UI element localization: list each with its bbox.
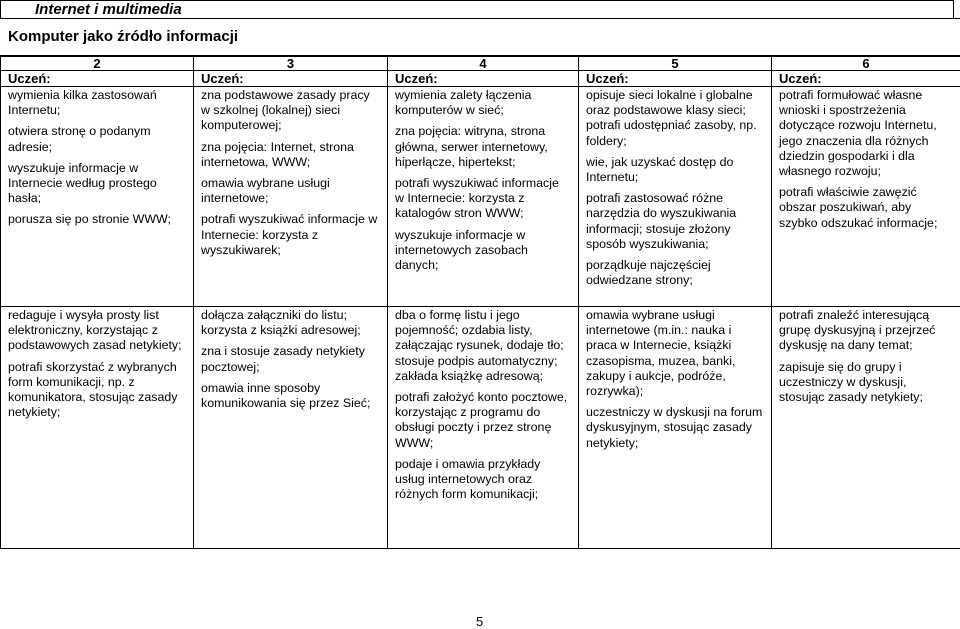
page-number: 5 <box>476 614 484 629</box>
list-item: wyszukuje informacje w internetowych zasobach danych; <box>395 227 528 273</box>
column-header: Uczeń: <box>772 71 960 87</box>
list-item: dołącza załączniki do listu; korzysta z książki adresowej; <box>201 308 361 338</box>
column-number: 6 <box>772 57 960 71</box>
table-cell <box>388 307 579 549</box>
list-item: zna pojęcia: witryna, strona główna, serwer internetowy, hiperłącze, hipertekst; <box>395 124 548 169</box>
table-cell <box>579 307 772 549</box>
table-cell <box>772 87 960 307</box>
list-item: potrafi założyć konto pocztowe, korzystając z programu do obsługi poczty i przez stronę WWW; <box>395 390 568 450</box>
list-item: porusza się po stronie WWW; <box>8 212 171 227</box>
list-item: potrafi właściwie zawęzić obszar poszukiwań, aby szybko odszukać informacje; <box>779 185 938 230</box>
list-item: omawia wybrane usługi internetowe (m.in.: nauka i praca w Internecie, książki czasopisma, muzea, banki, zakupy i aukcje, podróże, rozrywka); <box>586 308 736 399</box>
list-item: opisuje sieci lokalne i globalne oraz podstawowe klasy sieci; potrafi udostępniać zasoby, np. foldery; <box>586 88 757 148</box>
column-number-row <box>1 57 960 71</box>
column-number: 3 <box>194 57 388 71</box>
list-item: potrafi skorzystać z wybranych form komunikacji, np. z komunikatora, stosując zasady netykiety; <box>8 359 178 420</box>
list-item: redaguje i wysyła prosty list elektroniczny, korzystając z podstawowych zasad netykiety; <box>8 308 182 353</box>
column-header: Uczeń: <box>1 71 194 87</box>
list-item: potrafi zastosować różne narzędzia do wyszukiwania informacji; stosuje złożony sposób wyszukiwania; <box>586 191 737 251</box>
list-item: wymienia zalety łączenia komputerów w sieć; <box>395 88 532 118</box>
list-item: potrafi znaleźć interesującą grupę dyskusyjną i przejrzeć dyskusję na dany temat; <box>779 308 936 353</box>
list-item: potrafi formułować własne wnioski i spostrzeżenia dotyczące rozwoju Internetu, jego znaczenia dla różnych dziedzin gospodarki i dla własnego rozwoju; <box>779 88 937 179</box>
table-cell <box>388 87 579 307</box>
list-item: wyszukuje informacje w Internecie według prostego hasła; <box>8 160 157 206</box>
requirements-table <box>0 56 960 549</box>
header-row <box>1 71 960 87</box>
table-row <box>1 307 960 549</box>
list-item: potrafi wyszukiwać informacje w Internecie: korzysta z wyszukiwarek; <box>201 212 378 257</box>
list-item: zna pojęcia: Internet, strona internetowa, WWW; <box>201 139 354 169</box>
list-item: wymienia kilka zastosowań Internetu; <box>8 88 157 118</box>
column-header: Uczeń: <box>388 71 579 87</box>
column-number: 2 <box>1 57 194 71</box>
table-cell <box>579 87 772 307</box>
list-item: dba o formę listu i jego pojemność; ozdabia listy, załączając rysunek, dodaje tło; stosuje podpis automatyczny; zakłada książkę adresową; <box>395 308 564 383</box>
list-item: omawia wybrane usługi internetowe; <box>201 176 330 206</box>
column-number: 5 <box>579 57 772 71</box>
table-cell <box>1 307 194 549</box>
list-item: zna podstawowe zasady pracy w szkolnej (lokalnej) sieci komputerowej; <box>201 88 370 133</box>
list-item: zna i stosuje zasady netykiety pocztowej; <box>201 344 365 374</box>
subsection-title: Komputer jako źródło informacji <box>0 18 960 56</box>
table-cell <box>1 87 194 307</box>
list-item: uczestniczy w dyskusji na forum dyskusyjnym, stosując zasady netykiety; <box>586 405 763 450</box>
list-item: otwiera stronę o podanym adresie; <box>8 124 151 154</box>
table-cell <box>772 307 960 549</box>
list-item: wie, jak uzyskać dostęp do Internetu; <box>586 154 734 185</box>
list-item: zapisuje się do grupy i uczestniczy w dyskusji, stosując zasady netykiety; <box>779 359 923 405</box>
list-item: omawia inne sposoby komunikowania się przez Sieć; <box>201 380 371 411</box>
column-header: Uczeń: <box>579 71 772 87</box>
column-header: Uczeń: <box>194 71 388 87</box>
table-row <box>1 87 960 307</box>
table-cell <box>194 87 388 307</box>
section-title: Internet i multimedia <box>0 0 954 18</box>
column-number: 4 <box>388 57 579 71</box>
list-item: potrafi wyszukiwać informacje w Internecie: korzysta z katalogów stron WWW; <box>395 176 559 221</box>
list-item: porządkuje najczęściej odwiedzane strony; <box>586 258 711 288</box>
table-cell <box>194 307 388 549</box>
list-item: podaje i omawia przykłady usług internetowych oraz różnych form komunikacji; <box>395 456 541 502</box>
